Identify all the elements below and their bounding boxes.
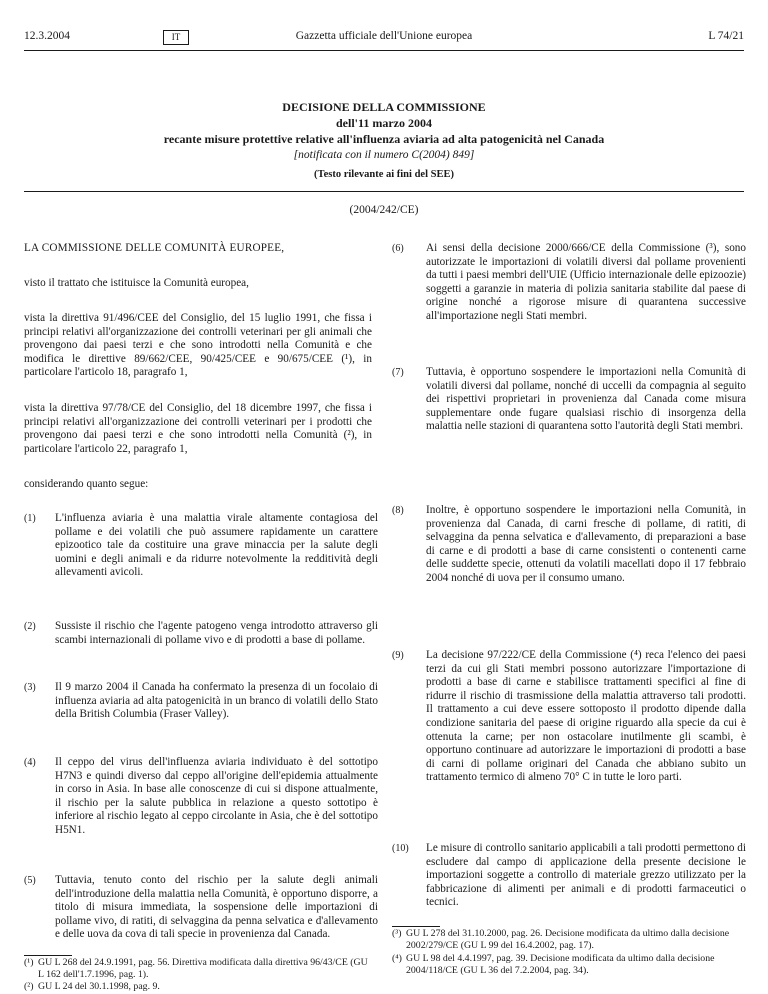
recital-number: (9) (392, 650, 404, 661)
recital-text: Sussiste il rischio che l'agente patogeno venga introdotto attraverso gli scambi internazionali di pollame vivo e di prodotti a base di pollame. (55, 620, 378, 646)
recital-item (24, 620, 378, 647)
eea-relevance: (Testo rilevante ai fini del SEE) (314, 169, 454, 180)
notification-number: [notificata con il numero C(2004) 849] (293, 149, 475, 161)
recital-item (24, 756, 378, 838)
recital-text: Il 9 marzo 2004 il Canada ha confermato la presenza di un focolaio di influenza aviaria ad alta patogenicità in un branco di volatili dello Stato della British Columbia (Fraser Valley). (55, 681, 378, 721)
footnote-text: GU L 24 del 30.1.1998, pag. 9. (38, 981, 160, 992)
recital-number: (10) (392, 843, 409, 854)
footnote-text: GU L 98 del 4.4.1997, pag. 39. Decisione modificata da ultimo dalla decisione 2004/118/CE (GU L 36 del 7.2.2004, pag. 34). (406, 953, 715, 976)
footnote-text: GU L 268 del 24.9.1991, pag. 56. Direttiva modificata dalla direttiva 96/43/CE (GU L 162 dell'1.7.1996, pag. 1). (38, 957, 368, 980)
footnote-number: (³) (392, 928, 402, 939)
preamble-directive-2: vista la direttiva 97/78/CE del Consiglio, del 18 dicembre 1997, che fissa i principi relativi all'organizzazione dei controlli veterinari per i prodotti che provengono dai paesi terzi e che sono introdotti nella Comunità (²), in particolare l'articolo 22, paragrafo 1, (24, 402, 372, 455)
recital-number: (8) (392, 505, 404, 516)
footnote-number: (¹) (24, 957, 34, 968)
title-divider (24, 191, 744, 192)
page-header (24, 30, 744, 46)
recital-number: (4) (24, 757, 36, 768)
footnote (24, 957, 374, 981)
footnote (392, 928, 744, 952)
recital-text: Ai sensi della decisione 2000/666/CE della Commissione (³), sono autorizzate le importazioni di volatili diversi dal pollame provenienti da tutti i paesi membri dell'UIE (Ufficio internazionale delle epizoozie) soggetti a garanzie in materia di polizia sanitaria stabilite dal paese di origine nonché a rigorose misure di quarantena successive all'importazione negli Stati membri. (426, 242, 746, 322)
language-badge: IT (163, 30, 189, 45)
recital-text: L'influenza aviaria è una malattia virale altamente contagiosa del pollame e dei volatili che può assumere rapidamente un carattere epizootico tale da costituire una grave minaccia per la salute degli uomini e degli animali e da ridurre notevolmente la redditività degli allevamenti avicoli. (55, 512, 378, 579)
recital-item (392, 842, 746, 910)
recital-number: (7) (392, 367, 404, 378)
recital-item (24, 512, 378, 580)
recital-item (24, 874, 378, 942)
reference-number: (2004/242/CE) (349, 204, 419, 216)
footnote (24, 981, 374, 993)
decision-title: DECISIONE DELLA COMMISSIONE (282, 100, 486, 114)
recital-number: (1) (24, 513, 36, 524)
header-divider (24, 50, 744, 51)
recital-number: (2) (24, 621, 36, 632)
footnote-number: (⁴) (392, 953, 402, 964)
footnote (392, 953, 744, 977)
footnote-divider (392, 926, 440, 927)
recital-number: (5) (24, 875, 36, 886)
preamble-whereas: considerando quanto segue: (24, 478, 149, 490)
recital-text: La decisione 97/222/CE della Commissione (⁴) reca l'elenco dei paesi terzi da cui gli Stati membri possono autorizzare l'importazione di prodotti a base di carne e stabilisce trattamenti specifici al fine di ridurre il rischio di trasmissione della malattia attraverso tali prodotti. Il trattamento a cui deve essere sottoposto il prodotto dipende dalla condizione sanitaria del paese di origine riguardo alla specie da cui è ottenuta la carne; per non ostacolare inutilmente gli scambi, è opportuno continuare ad autorizzare le importazioni di prodotti a base di carni di pollame originari del Canada che abbiano subito un trattamento termico di almeno 70° C in tutte le loro parti. (426, 649, 746, 784)
recital-text: Le misure di controllo sanitario applicabili a tali prodotti permettono di escludere dal campo di applicazione della presente decisione le importazioni soggette a controllo di materiale grezzo utilizzato per la fabbricazione di alimenti per animali e di prodotti farmaceutici o tecnici. (426, 842, 746, 909)
preamble-directive-1: vista la direttiva 91/496/CEE del Consiglio, del 15 luglio 1991, che fissa i principi relativi all'organizzazione dei controlli veterinari per gli animali che provengono dai paesi terzi e che sono introdotti nella Comunità e che modifica le direttive 89/662/CEE, 90/425/CEE e 90/675/CEE (¹), in particolare l'articolo 18, paragrafo 1, (24, 312, 372, 379)
title-block (24, 99, 744, 182)
footnote-divider (24, 955, 72, 956)
recital-text: Tuttavia, è opportuno sospendere le importazioni nella Comunità di volatili diversi dal pollame, nonché di uccelli da compagnia al seguito dei rispettivi proprietari in provenienza dal Canada come misura supplementare onde fugare qualsiasi rischio di insorgenza della malattia nelle stazioni di quarantena sotto l'autorità degli Stati membri. (426, 366, 746, 433)
recital-item (392, 649, 746, 785)
recital-text: Tuttavia, tenuto conto del rischio per la salute degli animali dell'introduzione della malattia nella Comunità, è opportuno disporre, a titolo di misura immediata, la sospensione delle importazioni di pollame vivo, di ratiti, di selvaggina da penna selvatica e d'allevamento e delle uova da cova di tali specie in provenienza dal Canada. (55, 874, 378, 941)
recital-item (392, 366, 746, 434)
decision-subject: recante misure protettive relative all'influenza aviaria ad alta patogenicità nel Canada (163, 132, 605, 146)
preamble-treaty: visto il trattato che istituisce la Comunità europea, (24, 277, 249, 289)
decision-date: dell'11 marzo 2004 (336, 116, 432, 130)
recital-number: (3) (24, 682, 36, 693)
footnote-number: (²) (24, 981, 34, 992)
recital-number: (6) (392, 243, 404, 254)
recital-text: Il ceppo del virus dell'influenza aviaria individuato è del sottotipo H7N3 e quindi diverso dal ceppo all'origine dell'epidemia attualmente in corso in Asia. In base alle conoscenze di cui si dispone attualmente, il rischio per la salute pubblica in relazione a questo sottotipo è inferiore al rischio legato al ceppo circolante in Asia, che è del sottotipo H5N1. (55, 756, 378, 836)
recital-item (24, 681, 378, 722)
journal-name: Gazzetta ufficiale dell'Unione europea (295, 30, 473, 42)
preamble-authority: LA COMMISSIONE DELLE COMUNITÀ EUROPEE, (24, 242, 285, 254)
recital-item (392, 504, 746, 586)
page-number: L 74/21 (708, 30, 744, 42)
publication-date: 12.3.2004 (24, 30, 70, 42)
footnote-text: GU L 278 del 31.10.2000, pag. 26. Decisione modificata da ultimo dalla decisione 2002/279/CE (GU L 99 del 16.4.2002, pag. 17). (406, 928, 730, 951)
recital-item (392, 242, 746, 324)
recital-text: Inoltre, è opportuno sospendere le importazioni nella Comunità, in provenienza dal Canada, di carni fresche di pollame, di ratiti, di selvaggina da penna selvatica e d'allevamento, di preparazioni a base di carne e di prodotti a base di carne consistenti o contenenti carne delle suddette specie, ottenuti da volatili macellati dopo il 17 febbraio 2004 nonché di uova per il consumo umano. (426, 504, 746, 584)
